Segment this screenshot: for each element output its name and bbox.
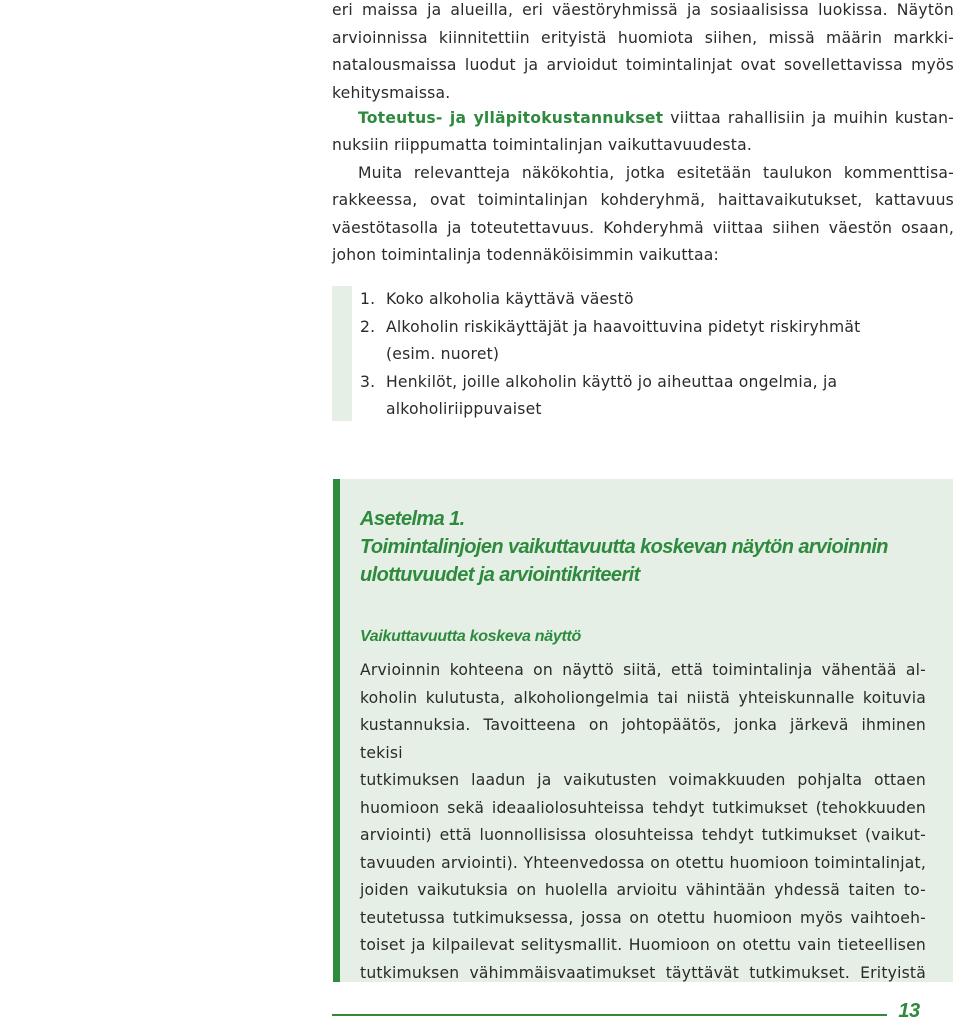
paragraph-other-cont xyxy=(332,187,954,270)
footer-rule xyxy=(332,1014,887,1016)
list-item xyxy=(360,286,906,314)
text-line: eri maissa ja alueilla, eri väestöryhmissä ja sosiaalisissa luokissa. Näytön xyxy=(332,1,954,19)
list-side-bar xyxy=(332,286,352,421)
box-accent-bar xyxy=(333,479,340,982)
box-title-line: Toimintalinjojen vaikuttavuutta koskevan näytön arvioinnin xyxy=(360,536,888,558)
box-title-line: Asetelma 1. xyxy=(360,508,465,530)
text-line: nuksiin riippumatta toimintalinjan vaikuttavuudesta. xyxy=(332,136,752,154)
box-line: arviointi) että luonnollisissa olosuhteissa tehdyt tutkimukset (vaikut- xyxy=(360,826,926,844)
target-group-list xyxy=(332,286,954,421)
list-item xyxy=(360,314,906,369)
box-line: tutkimuksen laadun ja vaikutusten voimakkuuden pohjalta ottaen xyxy=(360,771,926,789)
box-subheading: Vaikuttavuutta koskeva näyttö xyxy=(360,628,582,645)
box-line: Arvioinnin kohteena on näyttö siitä, että toimintalinja vähentää al- xyxy=(360,661,926,679)
list-text: Henkilöt, joille alkoholin käyttö jo aiheuttaa ongelmia, ja alkoholiriippuvaiset xyxy=(386,372,838,418)
list-number: 1. xyxy=(360,290,376,308)
list-number: 2. xyxy=(360,317,376,336)
box-line: kustannuksia. Tavoitteena on johtopäätös, jonka järkevä ihminen tekisi xyxy=(360,716,926,762)
box-line: tavuuden arviointi). Yhteenvedossa on otettu huomioon toimintalinjat, xyxy=(360,853,926,872)
paragraph-other xyxy=(358,160,954,188)
info-box xyxy=(333,479,953,982)
text-line: Muita relevantteja näkökohtia, jotka esitetään taulukon kommenttisa- xyxy=(358,164,954,182)
box-line: toiset ja kilpailevat selitysmallit. Huomioon on otettu vain tieteellisen xyxy=(360,936,926,954)
text-line: johon toimintalinja todennäköisimmin vaikuttaa: xyxy=(332,246,719,264)
text-line: väestötasolla ja toteutettavuus. Kohderyhmä viittaa siihen väestön osaan, xyxy=(332,218,954,237)
paragraph-costs xyxy=(358,105,954,133)
box-line: koholin kulutusta, alkoholiongelmia tai niistä yhteiskunnalle koituvia xyxy=(360,688,926,707)
list-text: Alkoholin riskikäyttäjät ja haavoittuvina pidetyt riskiryhmät (esim. nuoret) xyxy=(386,317,861,363)
text-span: viittaa rahallisiin ja muihin kustan- xyxy=(663,109,954,127)
box-line: tutkimuksen vähimmäisvaatimukset täyttävät tutkimukset. Erityistä xyxy=(360,963,926,982)
box-title xyxy=(360,505,940,589)
box-body xyxy=(360,657,926,987)
text-line: arvioinnissa kiinnitettiin erityistä huomiota siihen, missä määrin markki- xyxy=(332,28,954,47)
list-number: 3. xyxy=(360,372,376,391)
ordered-list xyxy=(360,286,906,424)
highlight-term: Toteutus- ja ylläpitokustannukset xyxy=(358,109,664,127)
box-line: joiden vaikutuksia on huolella arvioitu vähintään yhdessä taiten to- xyxy=(360,881,926,899)
list-text: Koko alkoholia käyttävä väestö xyxy=(386,290,634,308)
list-item xyxy=(360,369,906,424)
paragraph-costs-cont xyxy=(332,132,954,160)
paragraph-intro xyxy=(332,0,954,107)
text-line: natalousmaissa luodut ja arvioidut toimintalinjat ovat sovellettavissa myös xyxy=(332,56,954,74)
page-number: 13 xyxy=(898,1000,920,1022)
text-line: rakkeessa, ovat toimintalinjan kohderyhmä, haittavaikutukset, kattavuus xyxy=(332,191,954,209)
text-line: kehitysmaissa. xyxy=(332,83,451,102)
box-title-line: ulottuvuudet ja arviointikriteerit xyxy=(360,564,640,586)
box-line: huomioon sekä ideaaliolosuhteissa tehdyt tutkimukset (tehokkuuden xyxy=(360,798,926,817)
box-line: teutetussa tutkimuksessa, jossa on otettu huomioon myös vaihtoeh- xyxy=(360,908,926,927)
